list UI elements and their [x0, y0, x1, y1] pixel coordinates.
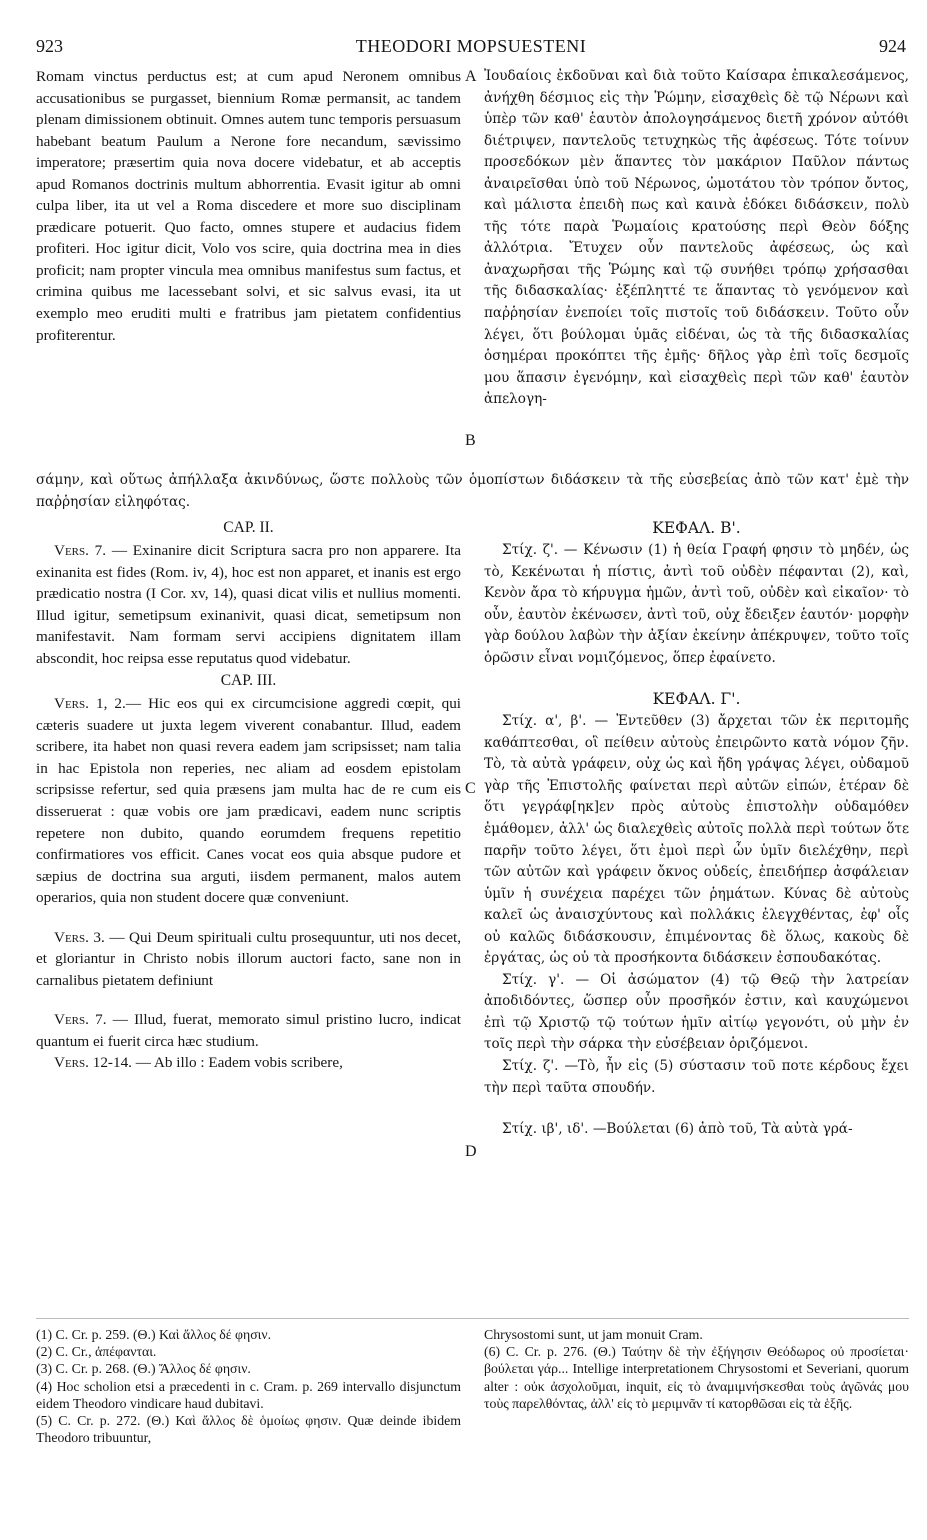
verse-label: Vers. 3. — [54, 928, 105, 946]
footnotes-right — [484, 1326, 909, 1412]
vers-3-paragraph: Vers. 3. — Qui Deum spirituali cultu prosequuntur, uti nos decet, et gloriantur in Christo nobis illorum auctori facto, sane non in carnalibus pietatem definiunt — [36, 928, 461, 989]
stich-7-paragraph: Στίχ. ζ'. —Τὸ, ἦν εἰς (5) σύστασιν τοῦ ποτε κέρδους ἔχει τὴν περὶ ταῦτα σπουδήν. — [484, 1058, 909, 1096]
page-number-right: 924 — [879, 36, 906, 56]
vers-7-paragraph: Vers. 7. — Illud, fuerat, memorato simul pristino lucro, indicat quantum ei fuerit circa hæc studium. — [36, 1011, 462, 1050]
vers-12-paragraph: Vers. 12-14. — Ab illo : Eadem vobis scribere, — [54, 1054, 343, 1072]
kef-b-paragraph: Στίχ. ζ'. — Κένωσιν (1) ἡ θεία Γραφή φησιν τὸ μηδέν, ὡς τὸ, Κεκένωται ἡ πίστις, ἀντὶ τοῦ οὐδὲν πέφανται (2), καὶ, Κενὸν ἄρα τὸ κήρυγμα ἡμῶν, ἀντὶ τοῦ, οὐδὲν καὶ εἰκαῖον· τὸ οὖν, ἑαυτὸν ἐκένωσεν, ἀντὶ τοῦ, οὐχ ἔδειξεν ἑαυτόν· μορφὴν γὰρ δούλου λαβὼν τὴν ἀξίαν ἐκείνην ἀπέκρυψεν, τοῦτο τοῖς ὁρῶσιν εἶναι νομιζόμενος, ὅπερ ἐφαίνετο. — [484, 542, 909, 666]
verse-label: Στίχ. ιβ', ιδ'. — [502, 1121, 589, 1138]
footnotes-left — [36, 1326, 461, 1446]
cap-ii-paragraph: Vers. 7. — Exinanire dicit Scriptura sacra pro non apparere. Ita exinanita est fides (Rom. iv, 4), hoc est non apparet, et inanis est ergo prædicatio nostra (I Cor. xv, 14), quasi dicat vilis et nullius momenti. Illud igitur, semetipsum exinanivit, quasi dicat, semetipsum non manifestavit. Nam formam servi accipiens dignitatem illam abscondit, hoc reipsa esse reputatus quod videbatur. — [36, 542, 461, 667]
cap-iii-heading: CAP. III. — [220, 672, 277, 690]
page-number-left: 923 — [36, 36, 63, 56]
running-title: THEODORI MOPSUESTENI — [355, 36, 587, 56]
margin-marker-a: A — [465, 68, 477, 85]
margin-marker-c: C — [465, 780, 476, 797]
kef-b-heading: ΚΕΦΑΛ. Β'. — [652, 519, 741, 537]
footnote: (3) C. Cr. p. 268. (Θ.) Ἄλλος δέ φησιν. — [36, 1361, 251, 1377]
running-header — [36, 36, 906, 62]
margin-marker-d: D — [465, 1143, 477, 1160]
latin-paragraph: Romam vinctus perductus est; at cum apud Neronem omnibus accusationibus se purgasset, biennium Romæ permansit, ac tandem plenam dimissionem obtinuit. Omnes autem tunc temporis persuasum habebant beatum Paulum a Nerone fore necandum, sævissimo imperatore; præsertim quia nova docere videbatur, et ab acceptis apud Romanos doctrinis multum abhorrentia. Evasit igitur ab omni culpa liber, ita ut vel a Roma discedere et more suo disciplinam prædicare potuerit. Quo facto, omnes stupere et audacius fidem profiteri. Hoc igitur dicit, Volo vos scire, quia doctrina mea in dies proficit; nam propter vincula mea omnibus manifestus sum factus, et crimina quibus me lacessebant solvi, et sic salvus evasi, ita ut exemplo meo eruditi multi e fratribus jam pietatem confidentius profiterentur. — [36, 68, 461, 344]
cap-ii-heading: CAP. II. — [223, 519, 274, 536]
verse-label: Στίχ. ζ'. — [502, 542, 559, 558]
verse-label: Στίχ. α', β'. — [502, 713, 587, 730]
greek-spanning-line: σάμην, καὶ οὕτως ἀπήλλαξα ἀκινδύνως, ὥστε πολλοὺς τῶν ὁμοπίστων διδάσκειν τὰ τῆς εὐσεβείας ἀπὸ τῶν κατ' ἐμὲ τὴν παῤῥησίαν εἰληφότας. — [36, 472, 909, 510]
kef-g-paragraph: Στίχ. α', β'. — Ἐντεῦθεν (3) ἄρχεται τῶν ἐκ περιτομῆς καθάπτεσθαι, οἳ πείθειν αὐτοὺς ἐπειρῶντο κατὰ νόμον ζῆν. Τὸ, τὰ αὐτὰ γράφειν, οὐχ ὡς καὶ ἤδη γράψας λέγει, οὐδαμοῦ γὰρ τῆς Ἐπιστολῆς φαίνεται περὶ αὐτῶν εἰπών, ἑτέραν δὲ ὅτι γεγράφ[ηκ]εν πρὸς αὐτοὺς ἐπιστολὴν οὐδαμόθεν ἐμάθομεν, ἀλλ' ὡς διαλεχθεὶς αὐτοῖς πολλὰ περὶ τούτων ὅτε παρῆν τοῦτο λέγει, ὅτι ἐμοὶ περὶ ὧν ὑμῖν διελέχθην, περὶ τῶν αὐτῶν καὶ γράφειν ὄκνος οὐδείς, ἐπειδήπερ ἀσφάλειαν ὑμῖν ἡ συνέχεια παρέχει τῶν ῥημάτων. Κύνας δὲ αὐτοὺς καλεῖ ὡς ἀναισχύντους καὶ πολλάκις ἐλεγχθέντας, ἐφ' οἷς οὐ καλῶς διδάσκουσιν, ἐπιμένοντας δὲ ὅλως, κακοὺς δὲ ἐργάτας, ὡς οὐ τὰ προσήκοντα διδάσκειν ἐσπουδακότας. — [484, 713, 909, 967]
kef-g-heading: ΚΕΦΑΛ. Γ'. — [652, 690, 741, 709]
footnote: (1) C. Cr. p. 259. (Θ.) Καὶ ἄλλος δέ φησιν. — [36, 1327, 272, 1342]
latin-column-lower — [36, 516, 461, 1074]
footnote: (4) Hoc scholion etsi a præcedenti in c. Cram. p. 269 intervallo disjunctum eidem Theodoro vindicare haud dubitavi. — [36, 1378, 461, 1411]
verse-label: Στίχ. ζ'. — [502, 1058, 559, 1075]
verse-label: Vers. 12-14. — [54, 1054, 132, 1072]
footnote: (5) C. Cr. p. 272. (Θ.) Καὶ ἄλλος δὲ ὁμοίως φησιν. Quæ deinde ibidem Theodoro tribuuntur, — [36, 1413, 461, 1446]
greek-column-lower — [484, 516, 909, 1141]
footnote: Chrysostomi sunt, ut jam monuit Cram. — [484, 1327, 703, 1342]
verse-label: Vers. 1, 2. — [54, 695, 126, 713]
latin-column-top — [36, 66, 461, 466]
footnote: (6) C. Cr. p. 276. (Θ.) Ταύτην δὲ τὴν ἐξήγησιν Θεόδωρος οὐ προσίεται· βούλεται γάρ... Intellige interpretationem Chrysostomi et Severiani, quorum alter : οὐκ ἀσχολοῦμαι, inquit, εἰς τὸ ἀναμιμνήσκεσθαι τοὺς ἀγῶνάς μου τοὺς παρελθόντας, ἀλλ' εἰς τὸ μεριμνᾶν τί κατορθῶσαι εἰς τὰ ἑξῆς. — [484, 1344, 909, 1411]
footnote-divider — [36, 1318, 909, 1319]
greek-paragraph: Ἰουδαίοις ἐκδοῦναι καὶ διὰ τοῦτο Καίσαρα ἐπικαλεσάμενος, ἀνήχθη δέσμιος εἰς τὴν Ῥώμην, εἰσαχθεὶς δὲ τῷ Νέρωνι καὶ ὑπὲρ τῶν καθ' ἑαυτὸν ἀπολογησάμενος διετῆ χρόνον αὐτόθι διέτριψεν, παντελοῦς τετυχηκὼς τῆς ἀφέσεως. Τότε τοίνυν προσεδόκων μὲν ἅπαντες τὸν μακάριον Παῦλον πάντως ἀναιρεῖσθαι ὑπὸ τοῦ Νέρωνος, ὠμοτάτου τὸν τρόπον ὄντος, καὶ μάλιστα ἐπειδὴ πως καὶ καινὰ ἐδόκει διδάσκειν, πολὺ τῆς τότε παρὰ Ῥωμαίοις κρατούσης περὶ Θεὸν δόξης ἀλλότρια. Ἔτυχεν οὖν παντελοῦς ἀφέσεως, ὡς καὶ ἀναχωρῆσαι τῆς Ῥώμης καὶ τῷ συνήθει τρόπῳ χρήσασθαι τῆς διδασκαλίας· ἐξέπληττέ τε ἅπαντας τὸ γενόμενον καὶ παῤῥησίαν ἐνεποίει τοῖς πιστοῖς τοῦ διδάσκειν. Τοῦτο οὖν λέγει, ὅτι βούλομαι ὑμᾶς εἰδέναι, ὡς τὰ τῆς διδασκαλίας ὁσημέραι προκόπτει τῆς ἐμῆς· δῆλος γὰρ ἐπὶ τοῖς δεσμοῖς μου ἅπασιν ἐγενόμην, καὶ εἰσαχθεὶς περὶ τῶν καθ' ἑαυτὸν ἀπελογη- — [484, 68, 909, 408]
footnote: (2) C. Cr., ἀπέφανται. — [36, 1344, 157, 1360]
verse-label: Στίχ. γ'. — [502, 971, 565, 988]
cap-iii-paragraph: Vers. 1, 2.— Hic eos qui ex circumcisione aggredi cœpit, qui cæteris suadere ut juxta legem viverent conabantur. Illud, eadem scribere, ita habet non quasi revera eadem jam scripsisset; nam talia in hac Epistola non reperies, nec aliam ad eosdem epistolam scripsisse refertur, sed quia præsens jam multa hac de re cum eis disseruerat : quæ vobis ore jam prædicavi, eadem nunc scriptis repetere non dubito, quando eorumdem frequens repetitio confirmatiores vos efficit. Canes vocat eos quia absque pudore et sæpius de doctrina sua arguti, iisdem permanent, malos autem operarios, quia non student docere quæ conveniunt. — [36, 695, 462, 907]
greek-column-top — [484, 66, 909, 466]
stich-3-paragraph: Στίχ. γ'. — Οἱ ἀσώματον (4) τῷ Θεῷ τὴν λατρείαν ἀποδιδόντες, ὥσπερ οὖν προσῆκόν ἐστιν, καὶ καυχώμενοι ἐπὶ τῷ Χριστῷ τῷ τούτων ἡμῖν αἰτίῳ γεγονότι, οὐ μὴν ἐν τοῖς περὶ τὴν σάρκα τὴν εὐσέβειαν ὁριζόμενοι. — [484, 971, 909, 1053]
verse-label: Vers. 7. — [54, 542, 107, 559]
margin-marker-b: B — [465, 432, 476, 449]
stich-12-paragraph: Στίχ. ιβ', ιδ'. —Βούλεται (6) ἀπὸ τοῦ, Τὰ αὐτὰ γρά- — [502, 1121, 853, 1138]
verse-label: Vers. 7. — [54, 1011, 107, 1029]
